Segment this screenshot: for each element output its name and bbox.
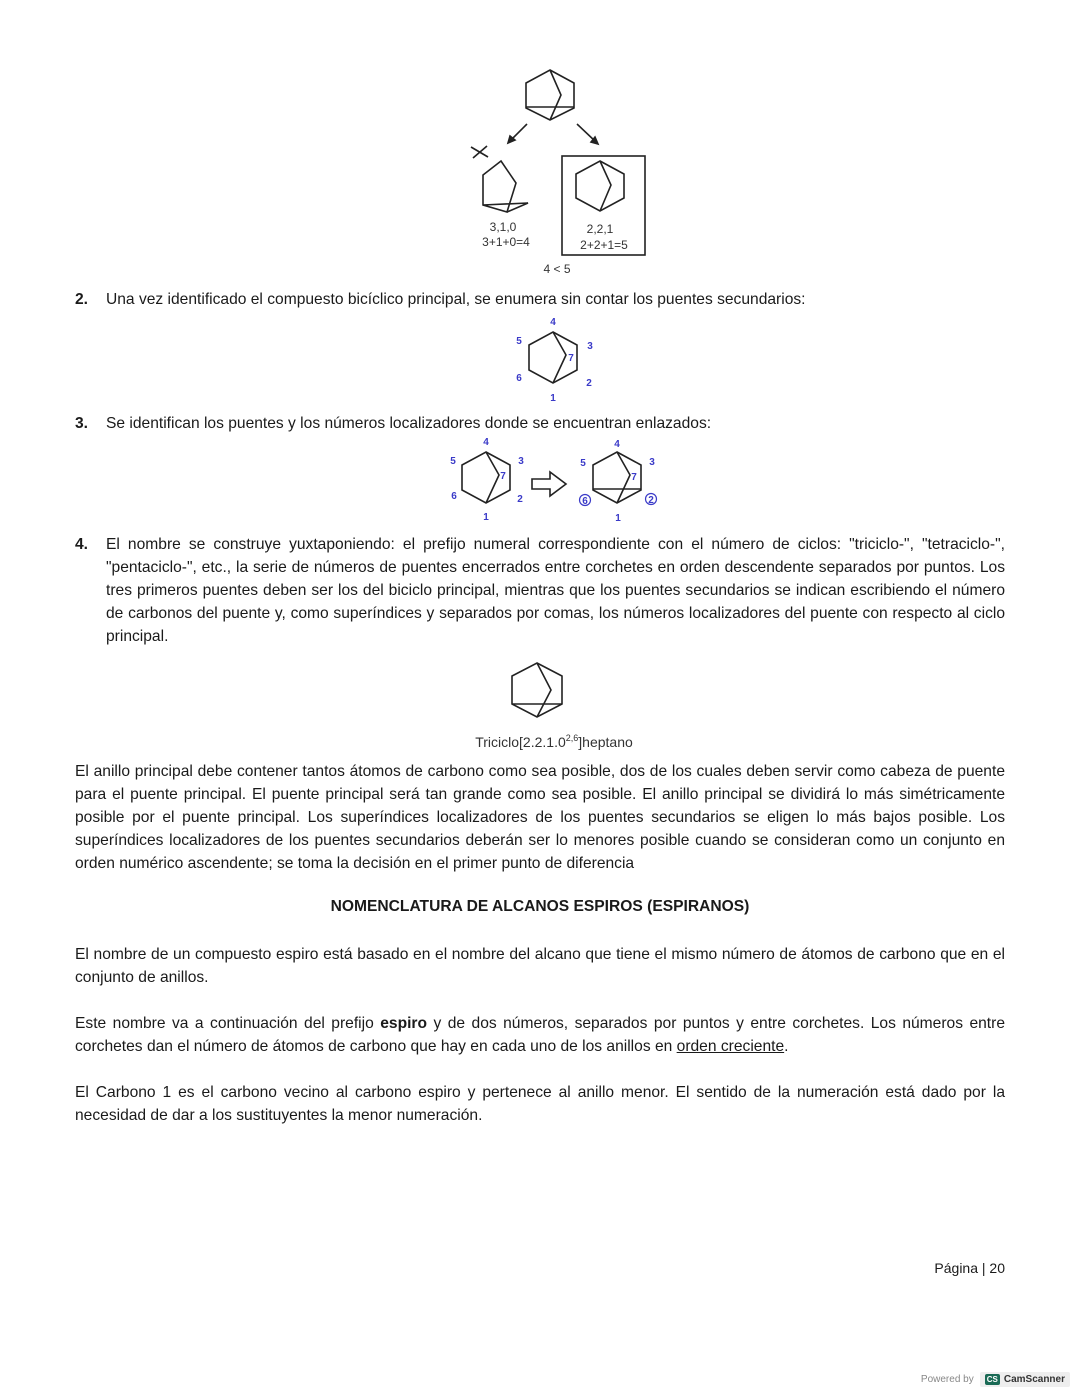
- page-number: Página | 20: [934, 1260, 1005, 1276]
- locant: 1: [615, 513, 621, 524]
- step-number: 2.: [75, 291, 89, 308]
- text: y de dos números, separados por puntos y entre corchetes. Los números entre corchetes dan el número de átomos de carbono que hay en cada uno de los anillos en: [75, 1015, 1006, 1055]
- locant: 2: [586, 378, 592, 389]
- locant: 7: [631, 472, 637, 483]
- text: Este nombre va a continuación del prefijo: [75, 1015, 381, 1032]
- step-text: Se identifican los puentes y los números localizadores donde se encuentran enlazados:: [106, 415, 712, 432]
- paragraph-spiro-2: [75, 1012, 1005, 1058]
- camscanner-logo: [980, 1372, 1070, 1387]
- brand-name: CamScanner: [1003, 1374, 1065, 1385]
- locant: 7: [500, 471, 506, 482]
- compound-name: Triciclo[2.2.1.0$^{2,6}$]heptano: [475, 733, 633, 750]
- arrow-right: [577, 124, 598, 144]
- text: .: [784, 1038, 789, 1055]
- locant: 6: [516, 373, 522, 384]
- locant: 6: [451, 491, 457, 502]
- step-text: El nombre se construye yuxtaponiendo: el prefijo numeral correspondiente con el número de ciclos: "triciclo-", "tetraciclo-", "pentaciclo-", etc., la serie de números de puentes encerrados entre corchetes en orden descendente separados por puntos. Los tres primeros puentes deben ser los del biciclo principal, mientras que los puentes secundarios se indican escribiendo el número de carbonos del puente y, como superíndices y separados por comas, los números localizadores del puente con respecto al ciclo principal.: [106, 536, 1005, 645]
- step-text: Una vez identificado el compuesto bicíclico principal, se enumera sin contar los puentes secundarios:: [106, 291, 806, 308]
- locant: 4: [550, 317, 556, 328]
- step-4: [75, 533, 1005, 648]
- underlined-term: orden creciente: [676, 1038, 785, 1055]
- paragraph-spiro-1: El nombre de un compuesto espiro está basado en el nombre del alcano que tiene el mismo número de átomos de carbono que en el conjunto de anillos.: [75, 946, 1005, 986]
- step-3: [75, 412, 1005, 435]
- bicyclic-221-structure: [576, 161, 624, 211]
- left-bridges: 3,1,0: [489, 220, 517, 234]
- locant-circled: 6: [582, 496, 588, 507]
- bicyclic-310-structure: [483, 161, 528, 212]
- cs-logo-icon: CS: [986, 1375, 998, 1384]
- locant: 4: [614, 439, 620, 450]
- locant: 3: [518, 456, 524, 467]
- locant: 1: [483, 512, 489, 523]
- locant: 7: [568, 353, 574, 364]
- right-bridges: 2,2,1: [586, 222, 614, 236]
- locant-circled: 2: [648, 495, 654, 506]
- locant: 4: [483, 437, 489, 448]
- tricycloheptane-structure: [512, 663, 562, 717]
- locant: 5: [516, 336, 522, 347]
- camscanner-footer: [921, 1372, 1070, 1387]
- tricyclic-structure-top: [526, 70, 574, 120]
- hollow-arrow-icon: [532, 472, 566, 496]
- right-sum: 2+2+1=5: [580, 238, 628, 252]
- locant: 5: [580, 458, 586, 469]
- bold-term: espiro: [380, 1015, 428, 1032]
- tricycle-after: [580, 452, 657, 506]
- comparison: 4 < 5: [543, 262, 571, 276]
- paragraph-main-ring: El anillo principal debe contener tantos átomos de carbono como sea posible, dos de los cuales deben servir como cabeza de puente para el puente principal. El puente principal será tan grande como sea posible. El anillo principal se dividirá lo más simétricamente posible por el puente principal. Los superíndices localizadores de los puentes secundarios se eligen lo más bajos posible. Los superíndices localizadores de los puentes secundarios deberán ser lo menores posible cuando se consideran como un conjunto en orden numérico ascendente; se toma la decisión en el primer punto de diferencia: [75, 763, 1005, 872]
- left-sum: 3+1+0=4: [482, 235, 530, 249]
- paragraph-spiro-3: El Carbono 1 es el carbono vecino al carbono espiro y pertenece al anillo menor. El sentido de la numeración está dado por la necesidad de dar a los sustituyentes la menor numeración.: [75, 1084, 1005, 1124]
- locant: 3: [587, 341, 593, 352]
- section-heading: NOMENCLATURA DE ALCANOS ESPIROS (ESPIRANOS): [330, 898, 750, 915]
- locant: 3: [649, 457, 655, 468]
- locant: 1: [550, 393, 556, 404]
- reject-x-mark: [471, 146, 488, 158]
- step-number: 4.: [75, 536, 89, 553]
- step-number: 3.: [75, 415, 89, 432]
- locant: 2: [517, 494, 523, 505]
- step-2: [75, 288, 1005, 311]
- powered-by-text: Powered by: [920, 1374, 974, 1385]
- locant: 5: [450, 456, 456, 467]
- arrow-left: [508, 124, 527, 143]
